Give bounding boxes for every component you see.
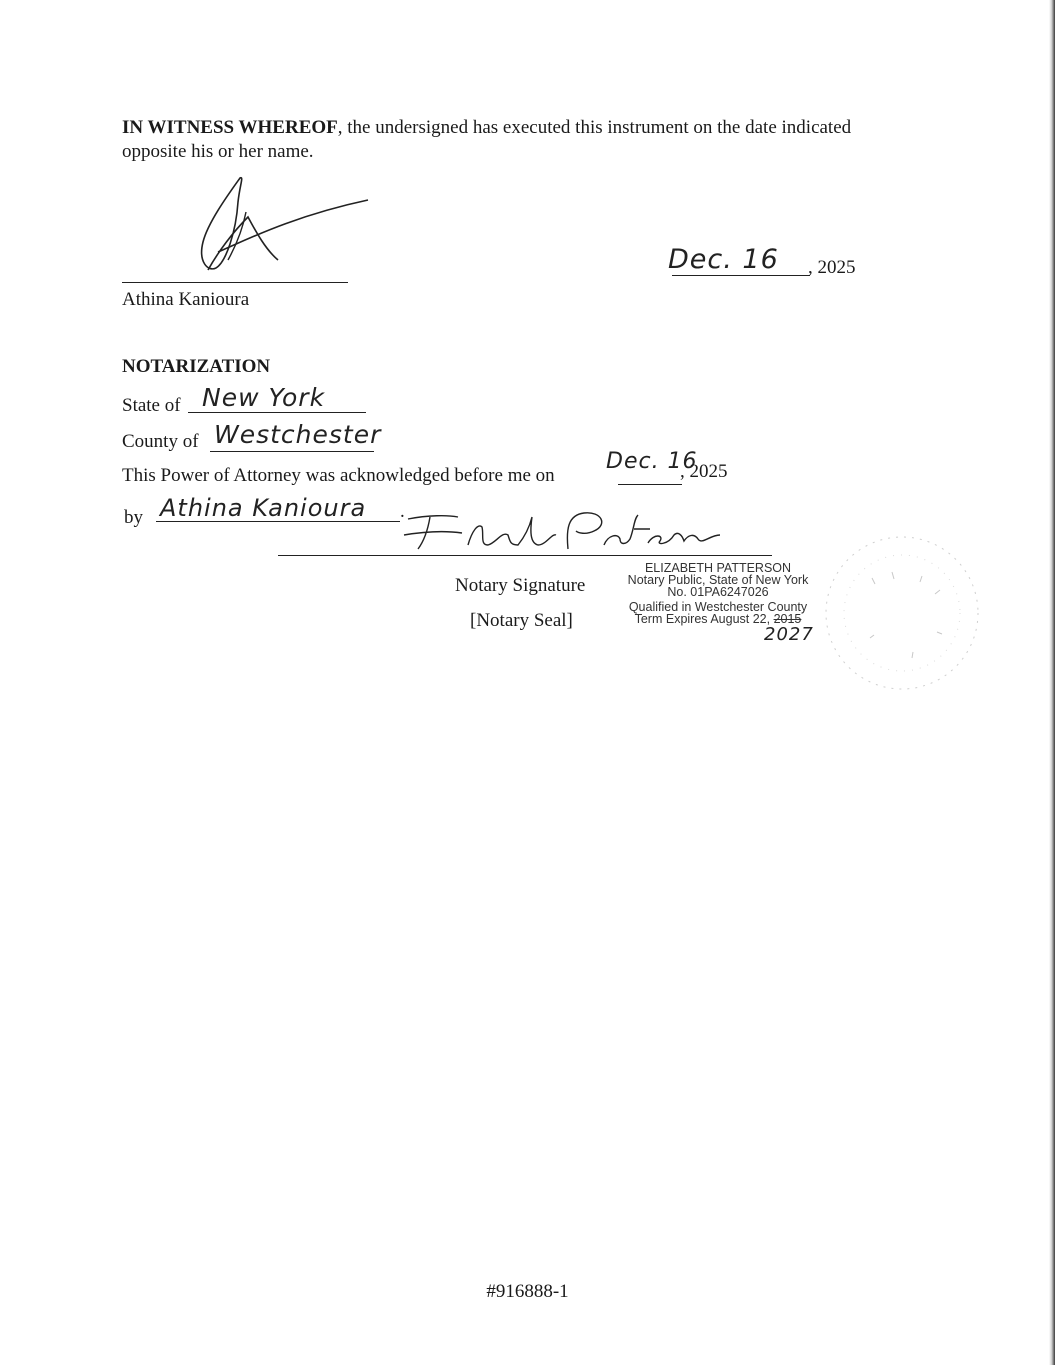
ack-text: This Power of Attorney was acknowledged before me on: [122, 465, 555, 486]
county-line: [210, 451, 374, 452]
witness-heading: IN WITNESS WHEREOF: [122, 117, 338, 138]
stamp-name: ELIZABETH PATTERSON: [644, 561, 792, 575]
signer-signature-line: [122, 282, 348, 283]
by-period: .: [400, 501, 405, 522]
signer-date-handwritten: Dec. 16: [668, 244, 779, 275]
stamp-line4-struck: 2015: [773, 612, 802, 626]
state-line: [188, 412, 366, 413]
by-value: Athina Kanioura: [160, 494, 367, 522]
notary-signature-label: Notary Signature: [455, 575, 586, 596]
witness-text-line1: , the undersigned has executed this instrument on the date indicated: [337, 117, 852, 138]
embossed-seal-icon: [812, 528, 992, 698]
signer-name: Athina Kanioura: [122, 289, 250, 310]
ack-date-line: [618, 484, 682, 485]
stamp-line4-prefix: Term Expires August 22,: [634, 612, 774, 626]
ack-date: Dec. 16: [606, 449, 698, 474]
stamp-line2: No. 01PA6247026: [667, 585, 769, 599]
stamp-handwritten-year: 2027: [764, 624, 814, 645]
notary-signature-line: [278, 555, 772, 556]
document-id: #916888-1: [486, 1281, 569, 1302]
signer-date-line: [672, 275, 810, 276]
notary-seal-label: [Notary Seal]: [470, 610, 573, 631]
stamp-line3: Qualified in Westchester County: [628, 600, 808, 614]
state-label: State of: [122, 395, 181, 416]
county-label: County of: [122, 431, 199, 452]
notary-signature: [398, 505, 728, 555]
state-value: New York: [202, 383, 326, 412]
by-line: [156, 521, 400, 522]
witness-paragraph: [122, 116, 942, 164]
signer-signature: [178, 172, 378, 282]
by-label: by: [124, 507, 143, 528]
stamp-line1: Notary Public, State of New York: [627, 573, 809, 587]
witness-text-line2: opposite his or her name.: [122, 141, 314, 162]
county-value: Westchester: [214, 420, 382, 449]
notarization-heading: NOTARIZATION: [122, 356, 271, 377]
scan-edge: [1049, 0, 1055, 1365]
ack-year: , 2025: [680, 461, 728, 482]
notary-stamp: [598, 562, 838, 625]
signer-date-year: , 2025: [808, 257, 856, 278]
